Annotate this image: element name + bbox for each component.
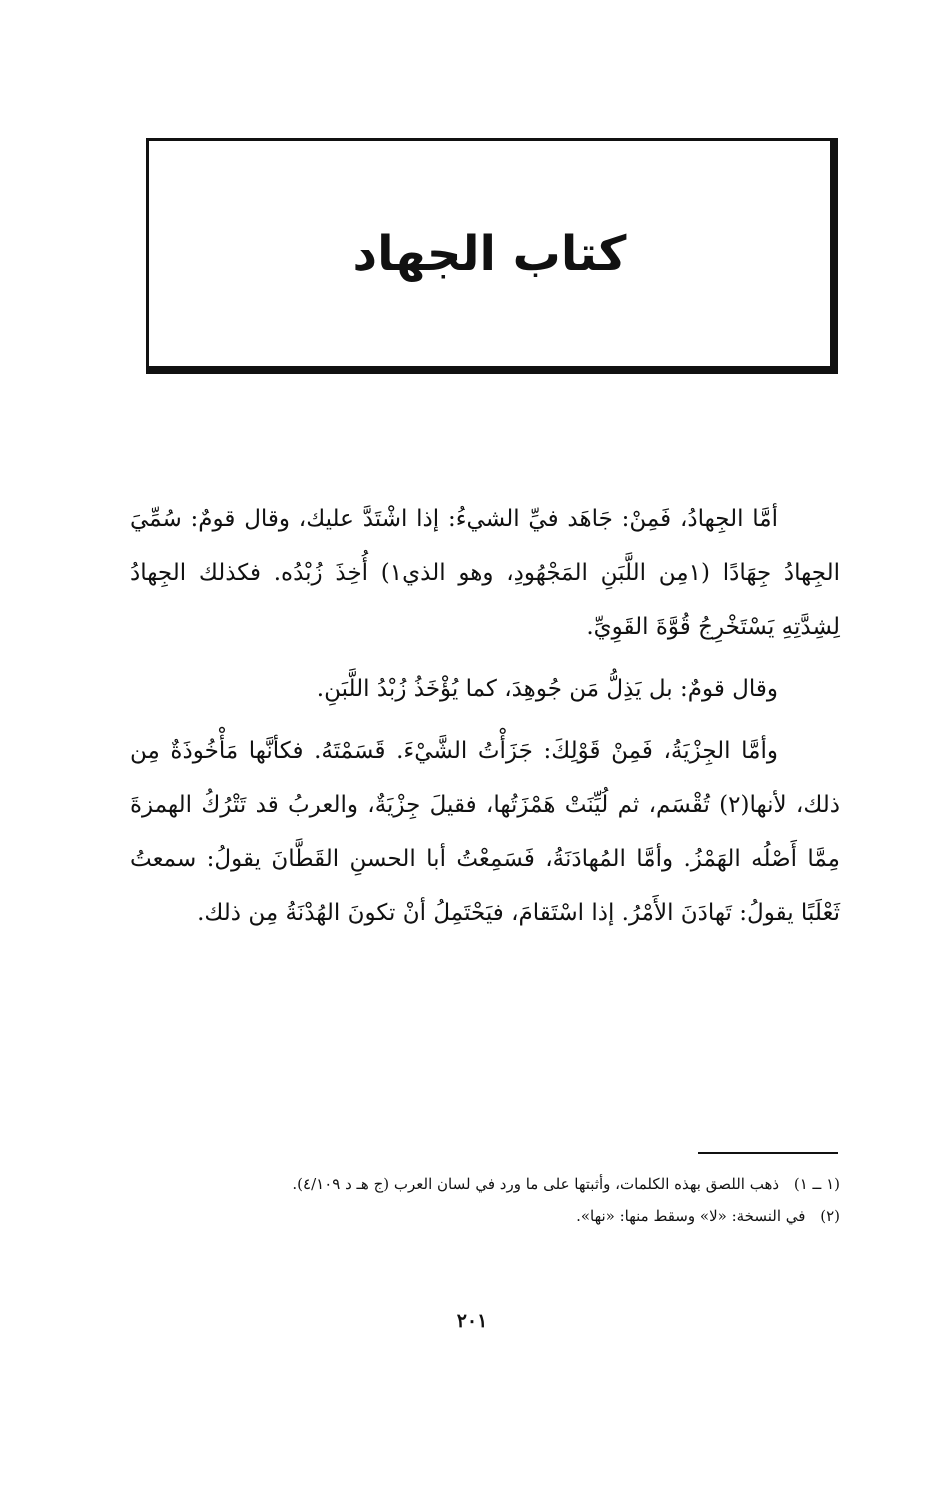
main-text	[130, 492, 840, 948]
page-number: ٢٠١	[456, 1310, 488, 1332]
footnotes	[130, 1168, 840, 1232]
footnote-2	[130, 1200, 840, 1232]
paragraph-jihad: أمَّا الجِهادُ، فَمِنْ: جَاهَد فيِّ الشيءُ: إذا اشْتَدَّ عليك، وقال قومٌ: سُمِّيَ الجِهادُ جِهَادًا (١مِن اللَّبَنِ المَجْهُودِ، وهو الذي١) أُخِذَ زُبْدُه. فكذلك الجِهادُ لِشِدَّتِهِ يَسْتَخْرِجُ قُوَّةَ القَوِيِّ.	[130, 506, 840, 640]
footnote-text: ذهب اللصق بهذه الكلمات، وأثبتها على ما ورد في لسان العرب (ج هـ د ٤/١٠٩).	[292, 1175, 780, 1193]
footnote-text: في النسخة: «لا» وسقط منها: «نها».	[576, 1207, 806, 1225]
footnote-separator	[698, 1152, 838, 1154]
footnote-label: (٢)	[820, 1207, 840, 1225]
chapter-title-box	[146, 138, 838, 374]
paragraph-jizya: وأمَّا الجِزْيَةُ، فَمِنْ قَوْلِكَ: جَزَأْتُ الشَّيْءَ. قَسَمْتَهُ. فكأنَّها مَأْخُوذَةٌ مِن ذلك، لأنها(٢) تُقْسَم، ثم لُيِّنَتْ هَمْزَتُها، فقيلَ جِزْيَةٌ، والعربُ قد تَتْرُكُ الهمزةَ مِمَّا أَصْلُه الهَمْزُ. وأمَّا المُهادَنَةُ، فَسَمِعْتُ أبا الحسنِ القَطَّانَ يقولُ: سمعتُ ثَعْلَبًا يقولُ: تَهادَنَ الأَمْرُ. إذا اسْتَقامَ، فيَحْتَمِلُ أنْ تكونَ الهُدْنَةُ مِن ذلك.	[130, 738, 840, 926]
footnote-label: (١ ــ ١)	[793, 1175, 840, 1193]
chapter-title: كتاب الجهاد	[352, 225, 627, 282]
paragraph-jihad-alt: وقال قومٌ: بل يَذِلُّ مَن جُوهِدَ، كما يُؤْخَذُ زُبْدُ اللَّبَنِ.	[316, 676, 778, 702]
footnote-1	[130, 1168, 840, 1200]
